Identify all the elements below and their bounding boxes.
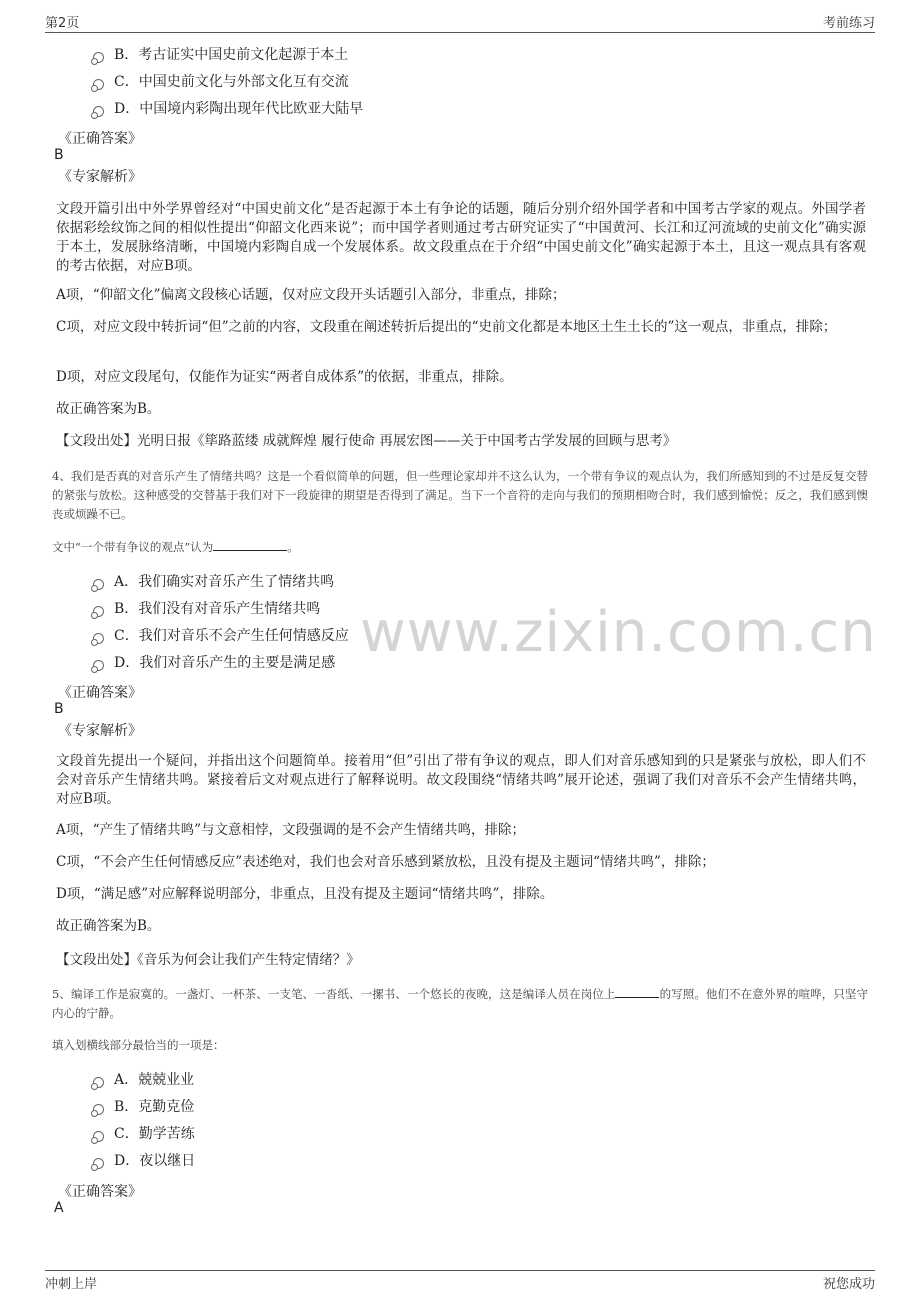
q3-analysis-a: A项，“仰韶文化”偏离文段核心话题，仅对应文段开头话题引入部分，非重点，排除； <box>56 287 566 303</box>
radio-icon[interactable] <box>93 79 104 90</box>
q3-conclusion: 故正确答案为B。 <box>56 401 161 417</box>
q4-option-a[interactable]: A．我们确实对音乐产生了情绪共鸣 <box>93 572 334 592</box>
q4-source: 【文段出处】《音乐为何会让我们产生特定情绪？》 <box>56 952 360 968</box>
q4-answer: B <box>54 701 64 717</box>
q5-option-a[interactable]: A．兢兢业业 <box>93 1070 194 1090</box>
q5-option-d[interactable]: D．夜以继日 <box>93 1151 195 1171</box>
radio-icon[interactable] <box>93 579 104 590</box>
q3-analysis-main: 文段开篇引出中外学界曾经对“中国史前文化”是否起源于本土有争论的话题，随后分别介绍外国学者和中国考古学家的观点。外国学者依据彩绘纹饰之间的相似性提出“仰韶文化西来说”；而中国学者则通过考古研究证实了“中国黄河、长江和辽河流域的史前文化”确实源于本土，发展脉络清晰，中国境内彩陶自成一个发展体系。故文段重点在于介绍“中国史前文化”确实起源于本土，且这一观点具有客观的考古依据，对应B项。 <box>56 201 866 274</box>
q5-answer: A <box>54 1200 64 1216</box>
q3-analysis-c: C项，对应文段中转折词“但”之前的内容，文段重在阐述转折后提出的“史前文化都是本地区土生土长的”这一观点，非重点，排除； <box>56 319 837 335</box>
page-number: 第2页 <box>45 16 80 31</box>
radio-icon[interactable] <box>93 1077 104 1088</box>
page-header <box>45 12 875 33</box>
radio-icon[interactable] <box>93 52 104 63</box>
q3-answer-label: 《正确答案》 <box>58 131 142 147</box>
radio-icon[interactable] <box>93 633 104 644</box>
q4-analysis-c: C项，“不会产生任何情感反应”表述绝对，我们也会对音乐感到紧放松，且没有提及主题词“情绪共鸣”，排除； <box>56 854 715 870</box>
answer-blank <box>213 538 287 551</box>
q3-analysis-label: 《专家解析》 <box>58 169 142 185</box>
footer-right: 祝您成功 <box>822 1277 875 1292</box>
watermark: www.zixin.com.cn <box>360 600 877 665</box>
q4-option-d[interactable]: D．我们对音乐产生的主要是满足感 <box>93 653 335 673</box>
radio-icon[interactable] <box>93 1104 104 1115</box>
q5-option-b[interactable]: B．克勤克俭 <box>93 1097 194 1117</box>
footer-left: 冲刺上岸 <box>45 1277 98 1292</box>
q3-option-c[interactable]: C．中国史前文化与外部文化互有交流 <box>93 72 349 92</box>
q5-option-c[interactable]: C．勤学苦练 <box>93 1124 195 1144</box>
radio-icon[interactable] <box>93 1158 104 1169</box>
radio-icon[interactable] <box>93 606 104 617</box>
q3-option-b[interactable]: B．考古证实中国史前文化起源于本土 <box>93 45 348 65</box>
header-title: 考前练习 <box>822 16 875 31</box>
q5-stem: 5、编译工作是寂寞的。一盏灯、一杯茶、一支笔、一沓纸、一摞书、一个悠长的夜晚，这是编译人员在岗位上 的写照。他们不在意外界的喧哗，只坚守内心的宁静。 <box>52 987 869 1020</box>
radio-icon[interactable] <box>93 1131 104 1142</box>
q4-analysis-main: 文段首先提出一个疑问，并指出这个问题简单。接着用“但”引出了带有争议的观点，即人们对音乐感知到的只是紧张与放松，即人们不会对音乐产生情绪共鸣。紧接着后文对观点进行了解释说明。故文段围绕“情绪共鸣”展开论述，强调了我们对音乐不会产生情绪共鸣，对应B项。 <box>56 753 866 807</box>
q3-answer: B <box>54 147 64 163</box>
q4-option-b[interactable]: B．我们没有对音乐产生情绪共鸣 <box>93 599 320 619</box>
q4-conclusion: 故正确答案为B。 <box>56 918 161 934</box>
q4-answer-label: 《正确答案》 <box>58 685 142 701</box>
q4-option-c[interactable]: C．我们对音乐不会产生任何情感反应 <box>93 626 349 646</box>
q3-analysis-d: D项，对应文段尾句，仅能作为证实“两者自成体系”的依据，非重点，排除。 <box>56 369 513 385</box>
q5-prompt: 填入划横线部分最恰当的一项是： <box>52 1038 225 1052</box>
q4-analysis-a: A项，“产生了情绪共鸣”与文意相悖，文段强调的是不会产生情绪共鸣，排除； <box>56 822 526 838</box>
q4-stem: 4、我们是否真的对音乐产生了情绪共鸣？这是一个看似简单的问题，但一些理论家却并不这么认为，一个带有争议的观点认为，我们所感知到的不过是反复交替的紧张与放松。这种感受的交替基于我们对下一段旋律的期望是否得到了满足。当下一个音符的走向与我们的预期相吻合时，我们感到愉悦；反之，我们感到懊丧或烦躁不已。 <box>52 469 868 521</box>
answer-blank <box>615 985 659 998</box>
q4-analysis-d: D项，“满足感”对应解释说明部分，非重点，且没有提及主题词“情绪共鸣”，排除。 <box>56 886 554 902</box>
radio-icon[interactable] <box>93 106 104 117</box>
q3-option-d[interactable]: D．中国境内彩陶出现年代比欧亚大陆早 <box>93 99 363 119</box>
page-footer <box>45 1270 875 1293</box>
q3-source: 【文段出处】光明日报《筚路蓝缕 成就辉煌 履行使命 再展宏图——关于中国考古学发展的回顾与思考》 <box>56 433 677 449</box>
q4-analysis-label: 《专家解析》 <box>58 723 142 739</box>
q5-answer-label: 《正确答案》 <box>58 1184 142 1200</box>
q4-prompt: 文中“一个带有争议的观点”认为 。 <box>52 540 299 554</box>
radio-icon[interactable] <box>93 660 104 671</box>
